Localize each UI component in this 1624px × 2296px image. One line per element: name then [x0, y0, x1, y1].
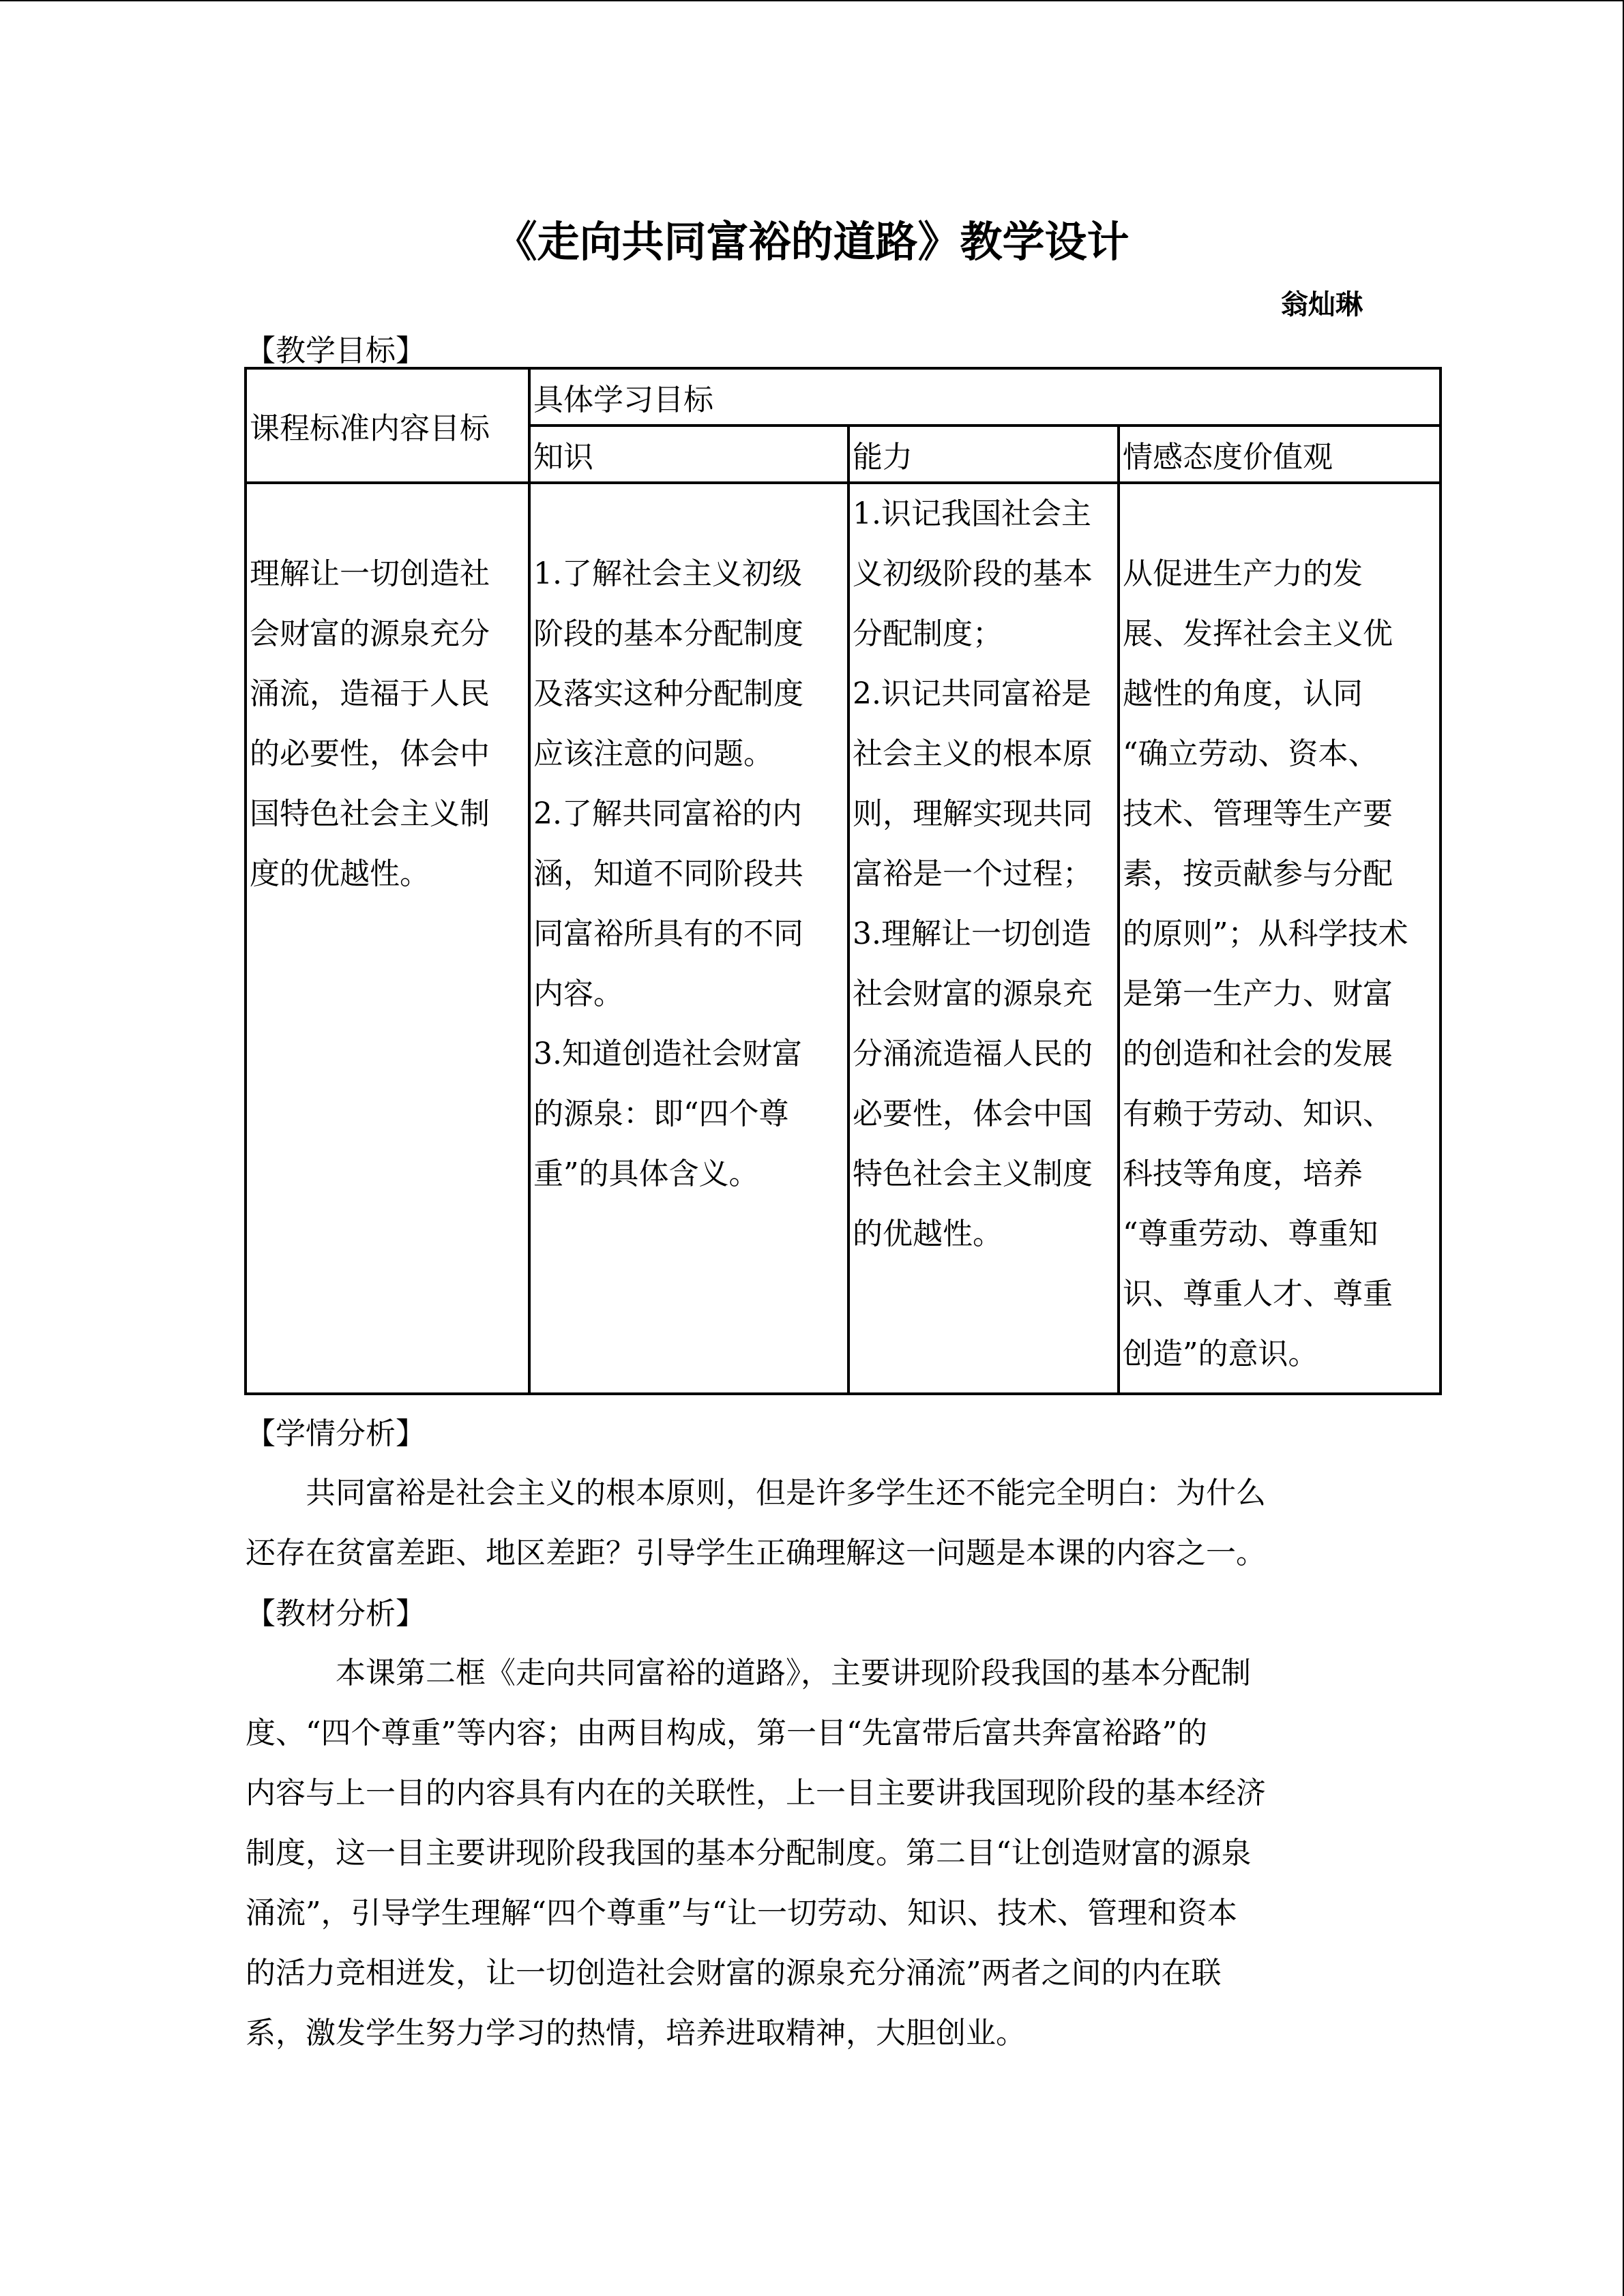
- cell-knowledge: 1.了解社会主义初级 阶段的基本分配制度 及落实这种分配制度 应该注意的问题。 2.了解共同富裕的内 涵，知道不同阶段共 同富裕所具有的不同 内容。 3.知道创造社会财富 的源泉：即“四个尊 重”的具体含义。: [533, 556, 803, 1191]
- section-heading-students: 【学情分析】: [246, 1416, 426, 1451]
- cell-emotion: 从促进生产力的发 展、发挥社会主义优 越性的角度，认同 “确立劳动、资本、 技术、管理等生产要 素，按贡献参与分配 的原则”；从科学技术 是第一生产力、财富 的创造和社会的发展 有赖于劳动、知识、 科技等角度，培养 “尊重劳动、尊重知 识、尊重人才、尊重 创造”的意识。: [1123, 556, 1408, 1371]
- header-knowledge: 知识: [529, 426, 848, 483]
- header-specific: 具体学习目标: [529, 368, 1441, 426]
- textbook-paragraph: 本课第二框《走向共同富裕的道路》，主要讲现阶段我国的基本分配制 度、“四个尊重”等内容；由两目构成，第一目“先富带后富共奔富裕路”的 内容与上一目的内容具有内在的关联性，上一目主要讲我国现阶段的基本经济 制度，这一目主要讲现阶段我国的基本分配制度。第二目“让创造财富的源泉 涌流”，引导学生理解“四个尊重”与“让一切劳动、知识、技术、管理和资本 的活力竞相迸发，让一切创造社会财富的源泉充分涌流”两者之间的内在联 系，激发学生努力学习的热情，培养进取精神，大胆创业。: [246, 1656, 1266, 2051]
- students-paragraph: 共同富裕是社会主义的根本原则，但是许多学生还不能完全明白：为什么 还存在贫富差距、地区差距？引导学生正确理解这一问题是本课的内容之一。: [246, 1476, 1266, 1570]
- cell-ability: 1.识记我国社会主 义初级阶段的基本 分配制度； 2.识记共同富裕是 社会主义的根本原 则，理解实现共同 富裕是一个过程； 3.理解让一切创造 社会财富的源泉充 分涌流造福人民的 必要性，体会中国 特色社会主义制度 的优越性。: [853, 496, 1093, 1251]
- cell-standard: 理解让一切创造社 会财富的源泉充分 涌流，造福于人民 的必要性，体会中 国特色社会主义制 度的优越性。: [250, 556, 490, 891]
- author-name: 翁灿琳: [1281, 289, 1363, 320]
- header-standard: 课程标准内容目标: [246, 368, 529, 483]
- section-heading-goals: 【教学目标】: [246, 333, 426, 368]
- table-header-row: [246, 368, 1441, 426]
- header-ability: 能力: [848, 426, 1119, 483]
- goals-table: [244, 367, 1442, 1395]
- header-emotion: 情感态度价值观: [1119, 426, 1441, 483]
- page-title: 《走向共同富裕的道路》教学设计: [494, 217, 1130, 267]
- table-row: [246, 483, 1441, 1394]
- section-heading-textbook: 【教材分析】: [246, 1596, 426, 1631]
